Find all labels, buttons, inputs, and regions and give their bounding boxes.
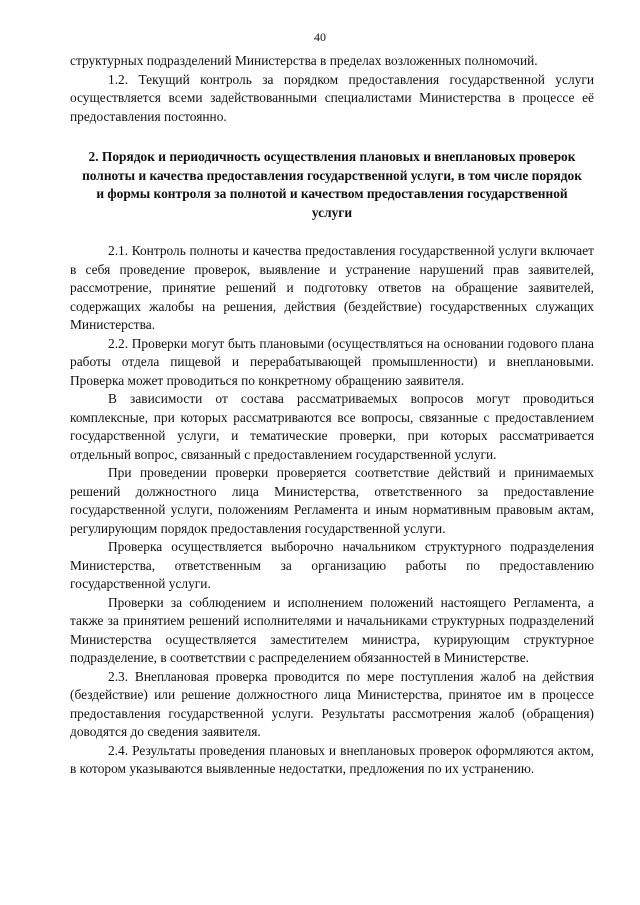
page-number: 40 [314,30,326,44]
paragraph-check-deputy: Проверки за соблюдением и исполнением положений настоящего Регламента, а также за принятием решений исполнителями и начальниками структурных подразделений Министерства осуществляется заместителем министра, курирующим структурное подразделение, в соответствии с распределением обязанностей в Министерстве. [70,594,594,665]
paragraph-2-3: 2.3. Внеплановая проверка проводится по мере поступления жалоб на действия (бездействие) или решение должностного лица Министерства, принятое им в процессе предоставления государственной услуги. Результаты рассмотрения жалоб (обращения) доводятся до сведения заявителя. [70,668,594,739]
document-body [70,52,594,779]
paragraph-2-4: 2.4. Результаты проведения плановых и внеплановых проверок оформляются актом, в котором указываются выявленные недостатки, предложения по их устранению. [70,742,594,776]
section-heading: 2. Порядок и периодичность осуществления плановых и внеплановых проверок полноты и качества предоставления государственной услуги, в том числе порядок и формы контроля за полнотой и качеством предоставления государственной услуги [82,149,582,220]
paragraph-2-1: 2.1. Контроль полноты и качества предоставления государственной услуги включает в себя проведение проверок, выявление и устранение нарушений прав заявителей, рассмотрение, принятие решений и подготовку ответов на обращение заявителей, содержащих жалобы на решения, действия (бездействие) государственных служащих Министерства. [70,243,594,332]
paragraph-check-compliance: При проведении проверки проверяется соответствие действий и принимаемых решений должностного лица Министерства, ответственного за предоставление государственной услуги, положениям Регламента и иным нормативным правовым актам, регулирующим порядок предоставления государственной услуги. [70,465,594,536]
paragraph-check-selective: Проверка осуществляется выборочно начальником структурного подразделения Министерства, ответственным за организацию работы по предоставлению государственной услуги. [70,539,594,591]
paragraph-2-2: 2.2. Проверки могут быть плановыми (осуществляться на основании годового плана работы отдела пищевой и перерабатывающей промышленности) и внеплановыми. Проверка может проводиться по конкретному обращению заявителя. [70,335,594,388]
paragraph-1-2: 1.2. Текущий контроль за порядком предоставления государственной услуги осуществляется всеми задействованными специалистами Министерства в процессе её предоставления постоянно. [70,71,594,124]
paragraph-check-types: В зависимости от состава рассматриваемых вопросов могут проводиться комплексные, при которых рассматриваются все вопросы, связанные с предоставлением государственной услуги, и тематические проверки, при которых рассматривается отдельный вопрос, связанный с предоставлением государственной услуги. [70,391,594,462]
paragraph-continuation: структурных подразделений Министерства в пределах возложенных полномочий. [70,53,538,68]
